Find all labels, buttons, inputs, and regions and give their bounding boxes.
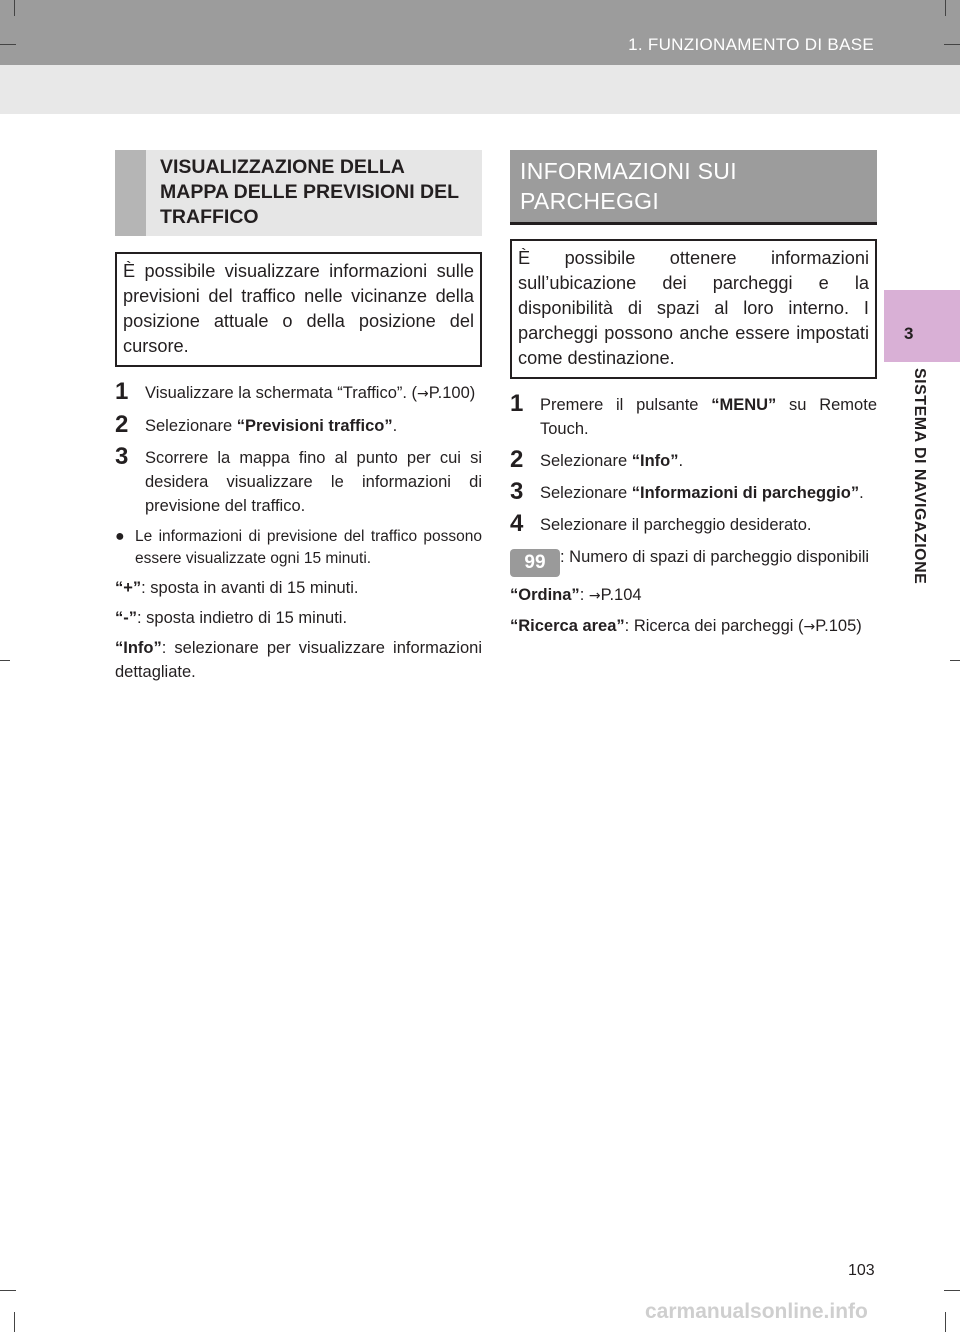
note-text: : Ricerca dei parcheggi ( <box>624 617 804 635</box>
step-text: . <box>392 417 398 435</box>
note-item <box>115 606 482 630</box>
step-number: 2 <box>115 411 129 438</box>
step-item <box>510 390 877 441</box>
step-number: 4 <box>510 510 524 537</box>
step-item <box>115 443 482 518</box>
step-text: Scorrere la mappa fino al punto per cui si desidera visualizzare le informazioni di previsione del traffico. <box>145 449 482 515</box>
button-label: “Informazioni di parcheggio” <box>631 484 860 502</box>
arrow-right-icon: → <box>417 386 429 402</box>
note-label: “Ricerca area” <box>510 617 625 635</box>
step-item <box>510 478 877 505</box>
arrow-right-icon: → <box>803 619 816 635</box>
crop-mark <box>0 44 16 45</box>
note-label: “-” <box>115 609 137 627</box>
page-reference: P.105) <box>815 617 862 635</box>
note-item <box>510 614 877 639</box>
watermark: carmanualsonline.info <box>645 1300 868 1323</box>
section-title: INFORMAZIONI SUI PARCHEGGI <box>520 158 737 214</box>
crop-mark <box>945 0 946 16</box>
section-title-box <box>510 150 877 225</box>
arrow-right-icon: → <box>588 588 601 604</box>
right-column <box>510 150 877 639</box>
bullet-text: Le informazioni di previsione del traffico possono essere visualizzate ogni 15 minuti. <box>135 528 482 567</box>
left-column <box>115 150 482 684</box>
note-text: : Numero di spazi di parcheggio disponibili <box>560 548 870 566</box>
crop-mark <box>944 1290 960 1291</box>
step-text: . <box>678 452 684 470</box>
intro-box: È possibile ottenere informazioni sull’ubicazione dei parcheggi e la disponibilità di spazi al loro interno. I parcheggi possono anche essere impostati come destinazione. <box>510 239 877 379</box>
parking-spaces-icon: 99 <box>510 549 560 577</box>
note-text: : sposta indietro di 15 minuti. <box>137 609 348 627</box>
note-item: “Ordina”: →P.104 <box>510 586 642 604</box>
step-number: 1 <box>115 378 129 405</box>
crop-mark <box>0 1290 16 1291</box>
step-text: su Remote Touch. <box>540 396 877 438</box>
step-text: Selezionare <box>540 484 632 502</box>
bullet-icon: ● <box>115 528 125 545</box>
intro-box: È possibile visualizzare informazioni sulle previsioni del traffico nelle vicinanze della posizione attuale o della posizione del cursore. <box>115 252 482 367</box>
note-item <box>115 636 482 684</box>
button-label: “Info” <box>631 452 679 470</box>
step-item <box>510 510 877 537</box>
page-reference: P.100) <box>428 384 476 402</box>
note-text: : selezionare per visualizzare informazioni dettagliate. <box>115 639 482 681</box>
step-text: Visualizzare la schermata “Traffico”. ( <box>145 384 418 402</box>
step-text: . <box>859 484 864 502</box>
chapter-title: 1. FUNZIONAMENTO DI BASE <box>628 35 874 54</box>
step-text: Selezionare <box>540 452 632 470</box>
step-item <box>510 446 877 473</box>
crop-mark <box>945 1312 946 1332</box>
chapter-tab-label: SISTEMA DI NAVIGAZIONE <box>911 368 928 585</box>
icon-note <box>510 545 877 577</box>
note-label: “Ordina” <box>510 586 580 604</box>
step-number: 3 <box>510 478 524 505</box>
step-list <box>115 378 482 518</box>
section-title-bar <box>115 150 146 236</box>
step-number: 1 <box>510 390 524 417</box>
step-item <box>115 411 482 438</box>
step-text: Premere il pulsante <box>540 396 712 414</box>
crop-mark <box>0 660 10 661</box>
crop-mark <box>950 660 960 661</box>
step-text: Selezionare il parcheggio desiderato. <box>540 516 812 534</box>
crop-mark <box>944 44 960 45</box>
crop-mark <box>14 1312 15 1332</box>
header-band-dark <box>0 0 960 65</box>
page-reference: P.104 <box>600 586 642 604</box>
chapter-number: 3 <box>904 324 914 343</box>
step-number: 2 <box>510 446 524 473</box>
step-number: 3 <box>115 443 129 470</box>
crop-mark <box>14 0 15 16</box>
section-title: VISUALIZZAZIONE DELLA MAPPA DELLE PREVISIONI DEL TRAFFICO <box>160 156 459 228</box>
step-text: Selezionare <box>145 417 237 435</box>
step-item <box>115 378 482 406</box>
bullet-note <box>115 526 482 570</box>
page-number: 103 <box>848 1262 875 1279</box>
note-label: “+” <box>115 579 142 597</box>
note-text: : sposta in avanti di 15 minuti. <box>141 579 359 597</box>
note-item <box>115 576 482 600</box>
chapter-tab <box>884 290 960 362</box>
button-label: “MENU” <box>711 396 777 414</box>
step-list <box>510 390 877 537</box>
button-label: “Previsioni traffico” <box>236 417 393 435</box>
section-title-box <box>115 150 482 236</box>
note-label: “Info” <box>115 639 162 657</box>
